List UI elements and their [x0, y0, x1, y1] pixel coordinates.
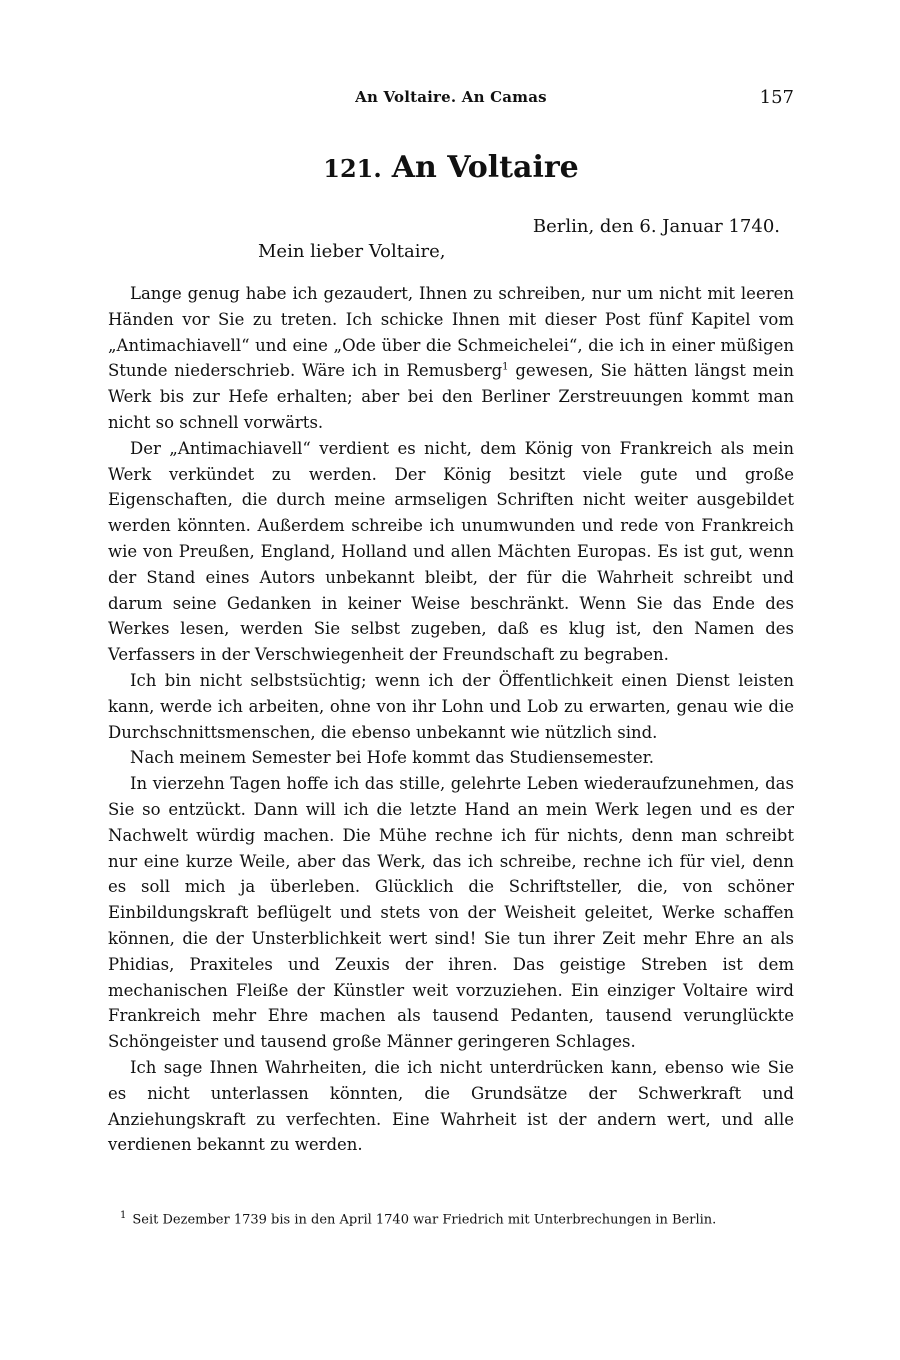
letter-number: 121. [323, 154, 382, 183]
letter-body [108, 281, 794, 1158]
footnote-marker: 1 [120, 1210, 127, 1221]
paragraph: Ich sage Ihnen Wahrheiten, die ich nicht unterdrücken kann, ebenso wie Sie es nicht unterlassen könnten, die Grundsätze der Schwerkraft und Anziehungskraft zu verfechten. Eine Wahrheit ist der andern wert, und alle verdienen bekannt zu werden. [108, 1057, 794, 1155]
footnote-reference: 1 [502, 361, 509, 373]
footnote [120, 1210, 794, 1227]
paragraph: Ich bin nicht selbstsüchtig; wenn ich der Öffentlichkeit einen Dienst leisten kann, werde ich arbeiten, ohne von ihr Lohn und Lob zu erwarten, genau wie die Durchschnittsmenschen, die ebenso unbekannt wie nützlich sind. [108, 670, 794, 742]
footnote-text: Seit Dezember 1739 bis in den April 1740 war Friedrich mit Unterbrechungen in Berlin. [132, 1212, 717, 1228]
paragraph-text: gewesen, Sie hätten längst mein Werk bis zur Hefe erhalten; aber bei den Berliner Zerstreuungen kommt man nicht so schnell vorwärts. [108, 361, 794, 432]
page-number: 157 [759, 87, 794, 108]
dateline: Berlin, den 6. Januar 1740. [532, 216, 780, 237]
letter-heading [108, 150, 794, 185]
paragraph: Nach meinem Semester bei Hofe kommt das Studiensemester. [130, 748, 654, 768]
paragraph [108, 281, 794, 436]
paragraph-text: Lange genug habe ich gezaudert, Ihnen zu schreiben, nur um nicht mit leeren Händen vor Sie zu treten. Ich schicke Ihnen mit dieser Post fünf Kapitel vom „Antimachiavell“ und eine „Ode über die Schmeichelei“, die ich in einer müßigen Stunde niederschrieb. Wäre ich in Remusberg [108, 284, 794, 381]
running-head [108, 88, 794, 112]
paragraph: In vierzehn Tagen hoffe ich das stille, gelehrte Leben wiederaufzunehmen, das Sie so entzückt. Dann will ich die letzte Hand an mein Werk legen und es der Nachwelt würdig machen. Die Mühe rechne ich für nichts, denn man schreibt nur eine kurze Weile, aber das Werk, das ich schreibe, rechne ich für viel, denn es soll mich ja überleben. Glücklich die Schriftsteller, die, von schöner Einbildungskraft beflügelt und stets von der Weisheit geleitet, Werke schaffen können, die der Unsterblichkeit wert sind! Sie tun ihrer Zeit mehr Ehre an als Phidias, Praxiteles und Zeuxis der ihren. Das geistige Streben ist dem mechanischen Fleiße der Künstler weit vorzuziehen. Ein einziger Voltaire wird Frankreich mehr Ehre machen als tausend Pedanten, tausend verunglückte Schöngeister und tausend große Männer geringeren Schlages. [108, 774, 794, 1052]
running-title: An Voltaire. An Camas [355, 88, 547, 106]
salutation: Mein lieber Voltaire, [258, 241, 446, 262]
paragraph: Der „Antimachiavell“ verdient es nicht, dem König von Frankreich als mein Werk verkündet zu werden. Der König besitzt viele gute und große Eigenschaften, die durch meine armseligen Schriften nicht weiter ausgebildet werden könnten. Außerdem schreibe ich unumwunden und rede von Frankreich wie von Preußen, England, Holland und allen Mächten Europas. Es ist gut, wenn der Stand eines Autors unbekannt bleibt, der für die Wahrheit schreibt und darum seine Gedanken in keiner Weise beschränkt. Wenn Sie das Ende des Werkes lesen, werden Sie selbst zugeben, daß es klug ist, den Namen des Verfassers in der Verschwiegenheit der Freundschaft zu begraben. [108, 438, 794, 665]
letter-title: An Voltaire [391, 150, 579, 185]
